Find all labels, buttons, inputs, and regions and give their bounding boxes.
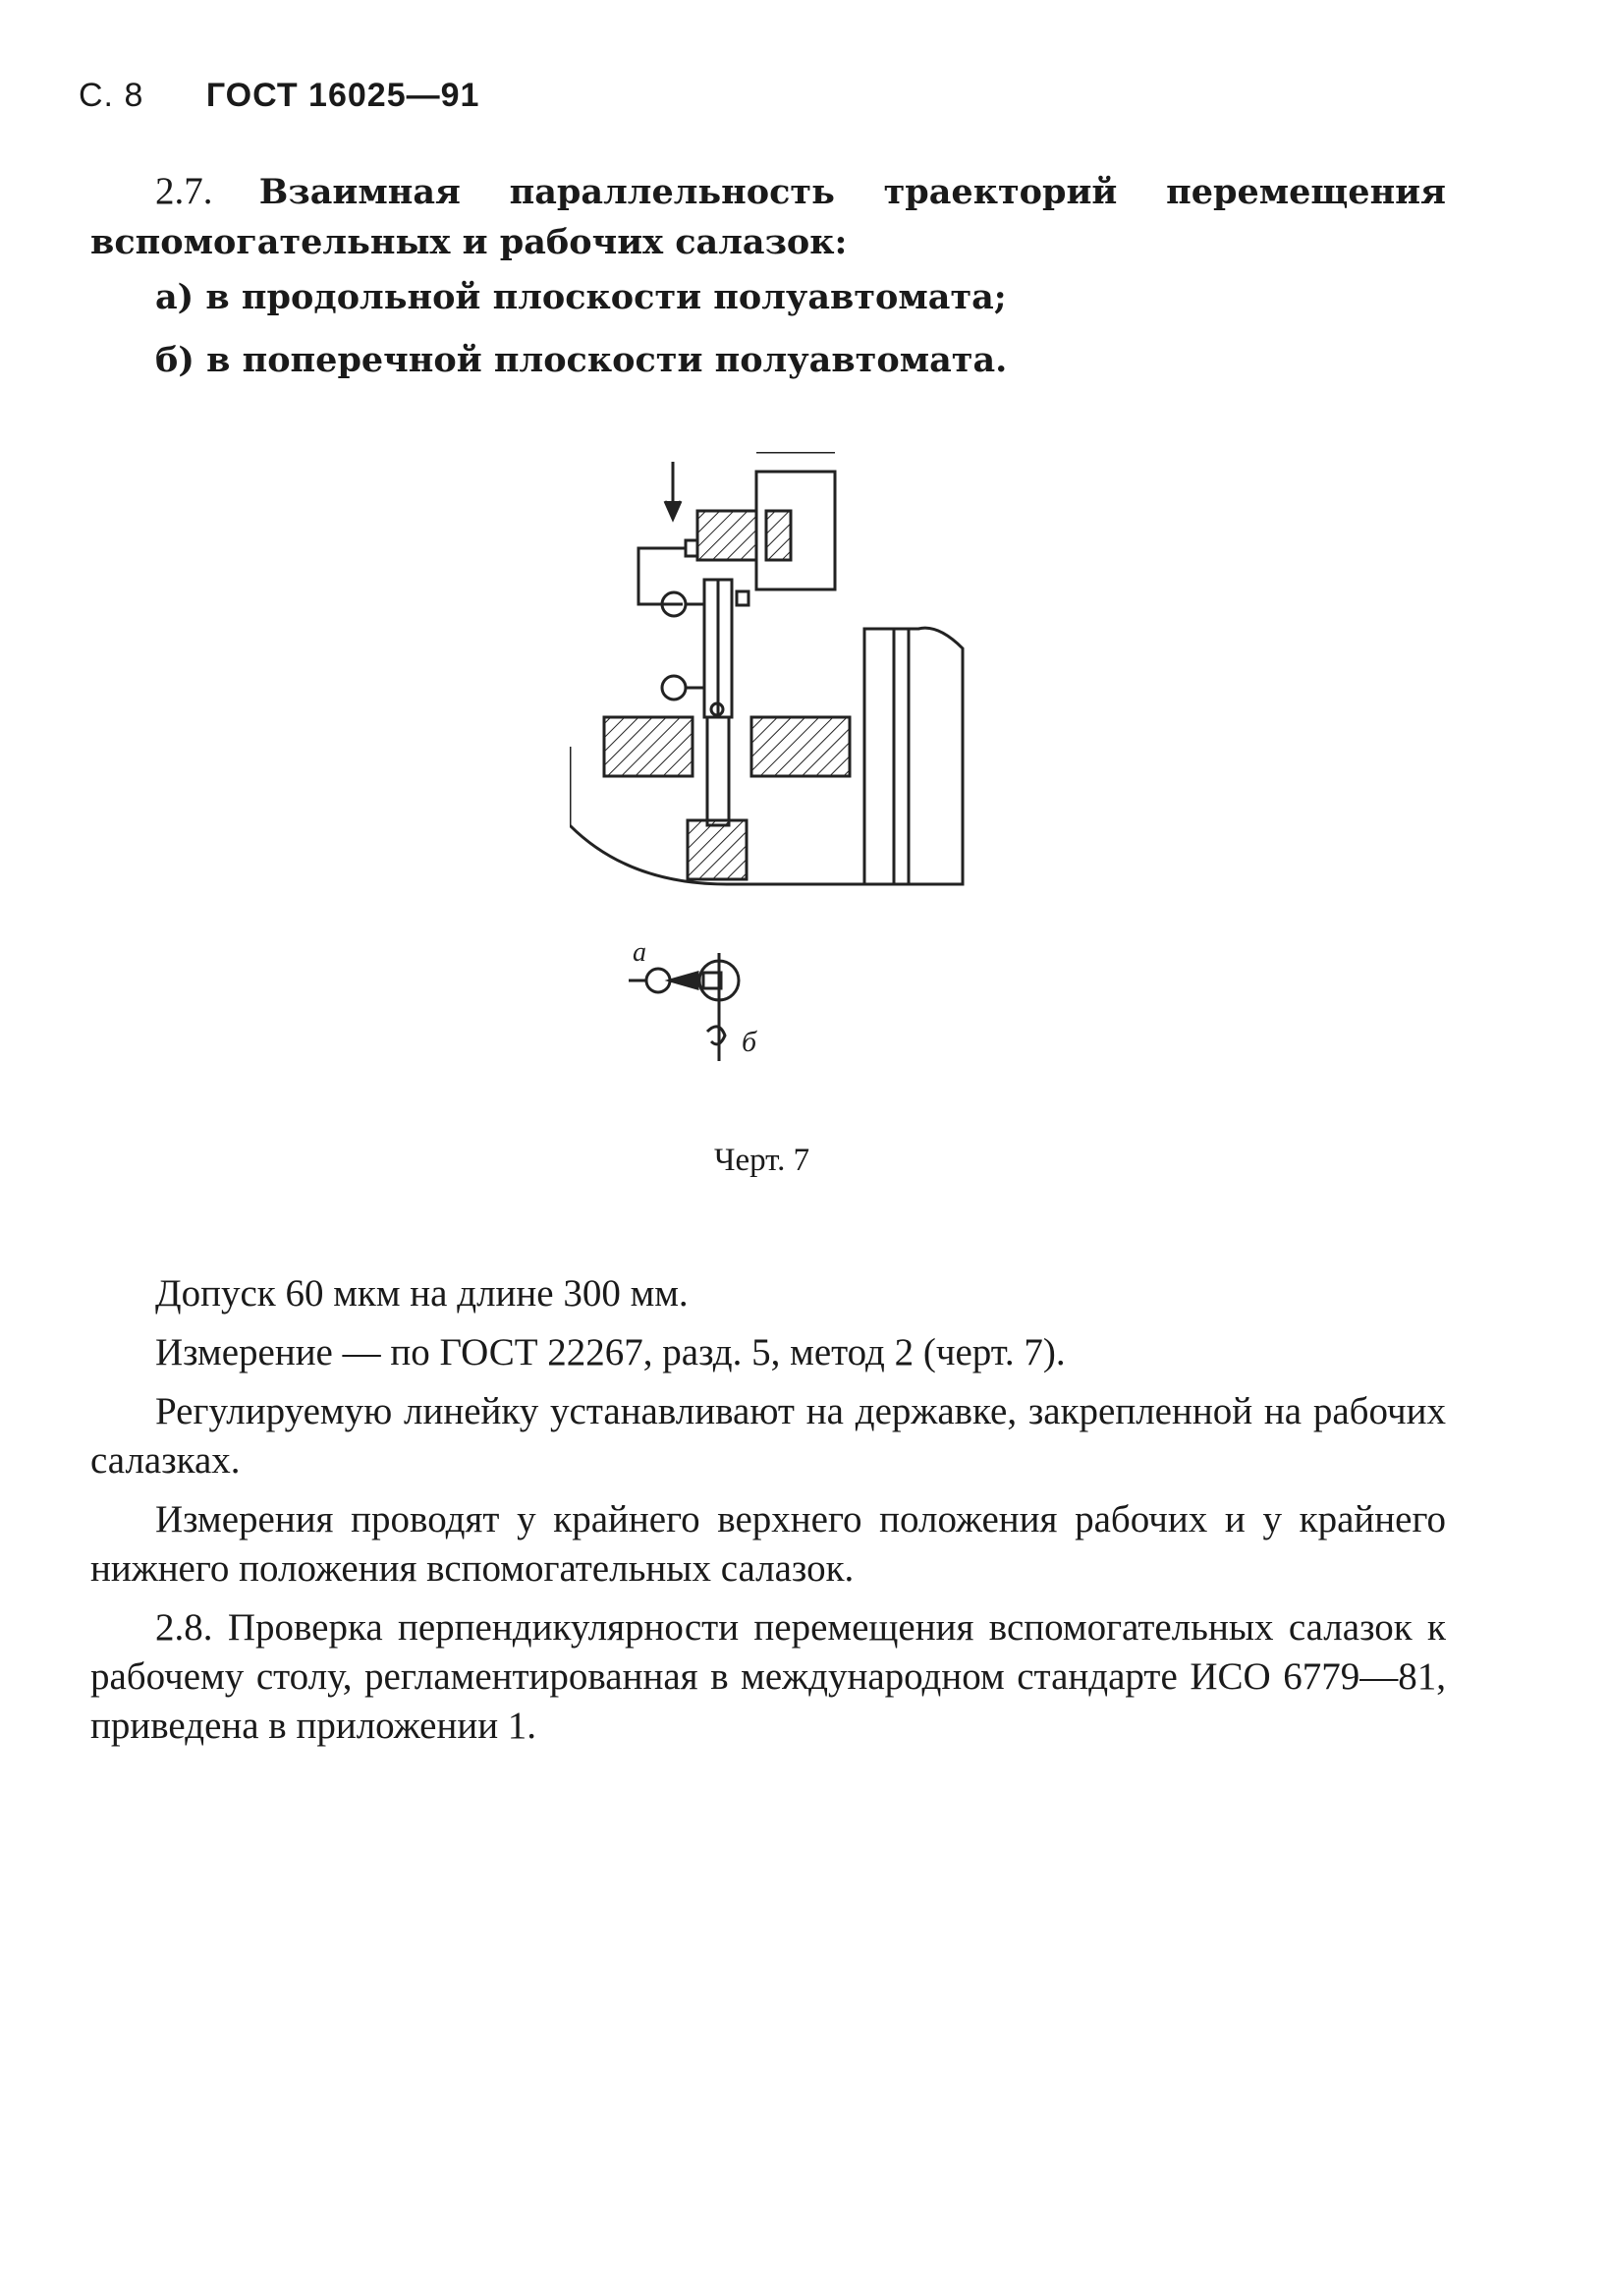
figure-7-drawing xyxy=(570,452,1002,904)
positions-text: Измерения проводят у крайнего верхнего положения рабочих и у крайнего нижнего положения вспомогательных салазок. xyxy=(90,1498,1446,1590)
label-b: б xyxy=(742,1026,757,1058)
tolerance-text: Допуск 60 мкм на длине 300 мм. xyxy=(155,1272,689,1315)
section-2-7-heading xyxy=(90,167,1446,267)
ruler-text: Регулируемую линейку устанавливают на державке, закрепленной на рабочих салазках. xyxy=(90,1390,1446,1482)
section-title: Взаимная параллельность траекторий перемещения вспомогательных и рабочих салазок: xyxy=(90,172,1446,262)
page-number: С. 8 xyxy=(79,77,144,114)
page-header xyxy=(79,77,479,115)
section-number: 2.7. xyxy=(155,170,213,212)
standard-code: ГОСТ 16025—91 xyxy=(205,77,480,114)
section-2-8-text: 2.8. Проверка перпендикулярности перемещения вспомогательных салазок к рабочему столу, регламентированная в международном стандарте ИСО 6779—81, приведена в приложении 1. xyxy=(90,1606,1446,1747)
figure-caption: Черт. 7 xyxy=(714,1143,810,1178)
item-b: б) в поперечной плоскости полуавтомата. xyxy=(155,340,1008,380)
label-a: a xyxy=(633,937,646,968)
measurement-text: Измерение — по ГОСТ 22267, разд. 5, метод 2 (черт. 7). xyxy=(155,1331,1066,1373)
figure-7-detail xyxy=(609,933,776,1071)
item-a: а) в продольной плоскости полуавтомата; xyxy=(155,277,1007,317)
